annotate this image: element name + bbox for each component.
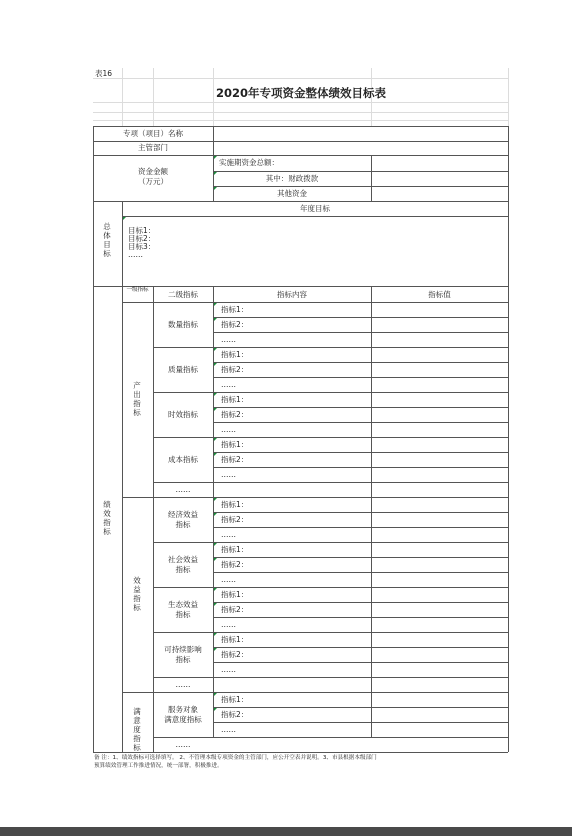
indicator-row: 指标2：	[221, 560, 249, 569]
funds-other-label: 其他资金	[277, 189, 307, 198]
indicator-row: 指标1：	[221, 635, 249, 644]
goal-item: 目标1：	[128, 226, 156, 235]
satisfaction-more-label: ……	[175, 740, 191, 749]
performance-indicator-label: 绩效指标	[103, 500, 111, 536]
indicator-row: 指标2：	[221, 410, 249, 419]
indicator-row: 指标1：	[221, 500, 249, 509]
indicator-row: 指标1：	[221, 590, 249, 599]
indicator-row: ……	[221, 665, 236, 674]
indicator-row: 指标2：	[221, 320, 249, 329]
col-level1-header: 一级指标	[126, 287, 149, 293]
economic-benefit-label-line2: 指标	[175, 520, 191, 529]
sheet-number: 表16	[95, 69, 113, 78]
economic-benefit-label-line1: 经济效益	[168, 510, 198, 519]
quantity-indicator-label: 数量指标	[168, 320, 198, 329]
indicator-row: 指标2：	[221, 710, 249, 719]
sustainability-label-line1: 可持续影响	[164, 645, 202, 654]
indicator-row: 指标1：	[221, 350, 249, 359]
funds-label-line1: 资金金额	[138, 167, 168, 176]
dept-label: 主管部门	[138, 143, 168, 152]
indicator-row: 指标1：	[221, 305, 249, 314]
output-more-label: ……	[175, 485, 191, 494]
indicator-row: ……	[221, 380, 236, 389]
service-satisfaction-label-line2: 满意度指标	[164, 715, 202, 724]
indicator-row: 指标2：	[221, 650, 249, 659]
cost-indicator-label: 成本指标	[168, 455, 198, 464]
indicator-row: 指标1：	[221, 695, 249, 704]
indicator-row: ……	[221, 620, 236, 629]
indicator-row: ……	[221, 530, 236, 539]
overall-goal-label: 总体目标	[103, 222, 111, 258]
funds-fiscal-label: 其中：财政拨款	[265, 174, 319, 183]
service-satisfaction-label-line1: 服务对象	[168, 705, 198, 714]
document-title: 2020年专项资金整体绩效目标表	[215, 86, 386, 100]
goal-item: 目标2：	[128, 234, 156, 243]
indicator-row: ……	[221, 470, 236, 479]
social-benefit-label-line1: 社会效益	[168, 555, 198, 564]
indicator-row: ……	[221, 425, 236, 434]
output-indicator-label: 产出指标	[133, 381, 141, 417]
footnote-line2: 预算绩效管理工作推进情况，统一部署，积极推进。	[94, 763, 223, 769]
project-name-label: 专项（项目）名称	[123, 129, 183, 138]
indicator-row: 指标1：	[221, 395, 249, 404]
goal-item: ……	[128, 250, 143, 259]
indicator-row: ……	[221, 575, 236, 584]
annual-goal-label: 年度目标	[300, 204, 330, 213]
benefit-more-label: ……	[175, 680, 191, 689]
timeliness-indicator-label: 时效指标	[168, 410, 198, 419]
quality-indicator-label: 质量指标	[168, 365, 198, 374]
funds-label-line2: （万元）	[138, 177, 168, 186]
indicator-row: 指标2：	[221, 515, 249, 524]
social-benefit-label-line2: 指标	[175, 565, 191, 574]
indicator-row: 指标1：	[221, 545, 249, 554]
col-value-header: 指标值	[428, 290, 451, 299]
col-level2-header: 二级指标	[168, 290, 198, 299]
indicator-row: ……	[221, 335, 236, 344]
sustainability-label-line2: 指标	[175, 655, 191, 664]
indicator-row: 指标2：	[221, 605, 249, 614]
satisfaction-indicator-label: 满意度指标	[133, 707, 141, 752]
indicator-row: ……	[221, 725, 236, 734]
funds-total-label: 实施期资金总额：	[219, 158, 279, 167]
col-content-header: 指标内容	[277, 290, 307, 299]
footnote-line1: 备 注：1、绩效指标可选择填写。 2、不管理本级专项资金的主管部门，应公开空表并说明。3、市县根据本级部门	[94, 755, 377, 761]
ecological-benefit-label-line1: 生态效益	[168, 600, 198, 609]
viewer-bottom-bar	[0, 827, 572, 836]
goal-item: 目标3：	[128, 242, 156, 251]
ecological-benefit-label-line2: 指标	[175, 610, 191, 619]
indicator-row: 指标2：	[221, 365, 249, 374]
indicator-row: 指标2：	[221, 455, 249, 464]
benefit-indicator-label: 效益指标	[133, 576, 141, 612]
indicator-row: 指标1：	[221, 440, 249, 449]
